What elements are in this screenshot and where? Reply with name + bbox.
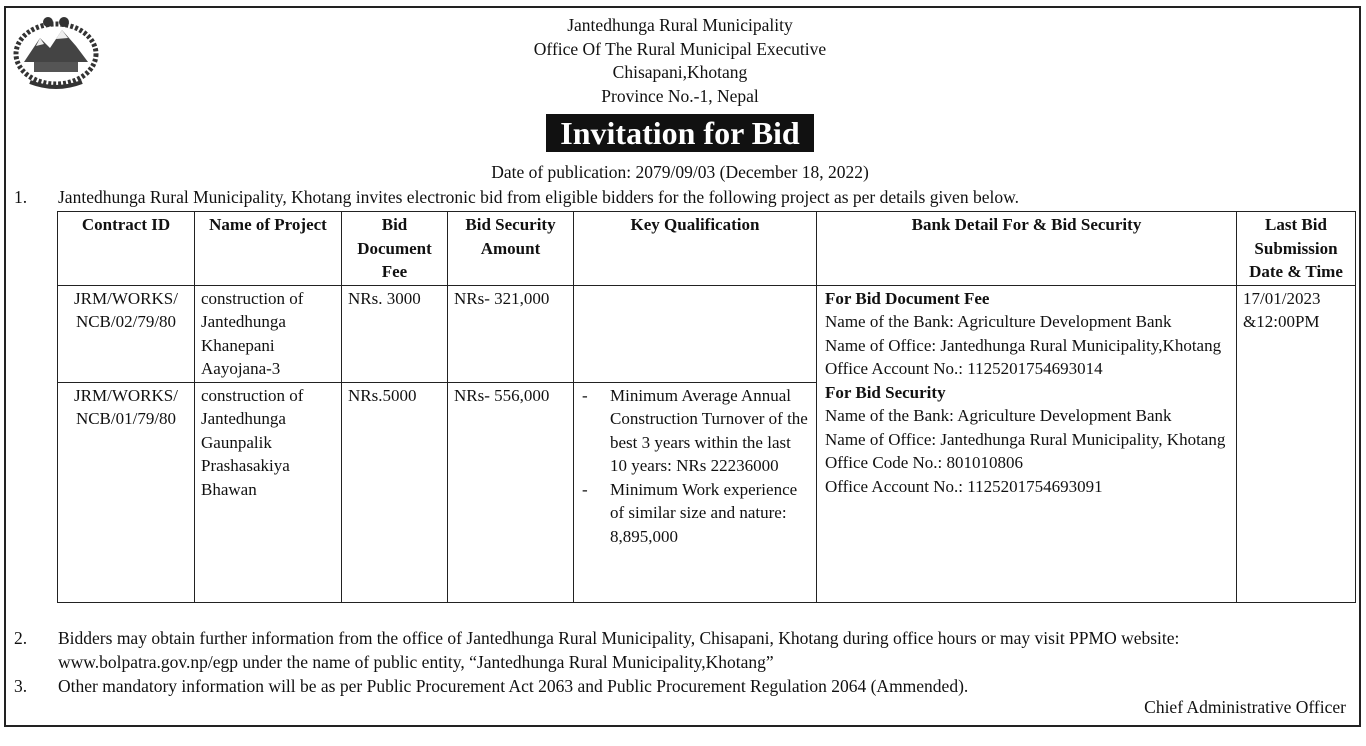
doc-fee-cell: NRs. 3000: [342, 285, 448, 382]
office-name: Office Of The Rural Municipal Executive: [533, 38, 827, 59]
security-amount-cell: NRs- 321,000: [448, 285, 574, 382]
office-address: Chisapani,Khotang: [612, 62, 748, 82]
qualification-list: [580, 384, 810, 549]
publication-date: Date of publication: 2079/09/03 (December 18, 2022): [491, 162, 869, 182]
paragraph-text-continued: www.bolpatra.gov.np/egp under the name of public entity, “Jantedhunga Rural Municipality,Khotang”: [58, 652, 774, 672]
security-account: Office Account No.: 1125201754693091: [825, 476, 1103, 496]
paragraph-number: 3.: [14, 676, 28, 696]
table-row: [58, 285, 1356, 382]
header-bank-detail: Bank Detail For & Bid Security: [817, 212, 1237, 286]
qualification-cell: [574, 382, 817, 602]
contract-id-cell: JRM/WORKS/ NCB/02/79/80: [58, 285, 195, 382]
project-name-cell: construction of Jantedhunga Khanepani Aayojana-3: [195, 285, 342, 382]
paragraph-number: 2.: [14, 628, 28, 648]
list-item: - Minimum Work experience of similar size and nature: 8,895,000: [580, 478, 810, 549]
header-deadline: Last Bid Submission Date & Time: [1237, 212, 1356, 286]
contract-id-cell: JRM/WORKS/ NCB/01/79/80: [58, 382, 195, 602]
fee-account: Office Account No.: 1125201754693014: [825, 359, 1103, 378]
paragraph-text: Bidders may obtain further information from the office of Jantedhunga Rural Municipality, Chisapani, Khotang during office hours or may visit PPMO website:: [58, 628, 1180, 648]
paragraph-number: 1.: [14, 187, 28, 207]
table-header-row: [58, 212, 1356, 286]
header-contract-id: Contract ID: [58, 212, 195, 286]
bank-detail-cell: [817, 285, 1237, 602]
fee-bank: Name of the Bank: Agriculture Development Bank: [825, 312, 1172, 331]
municipality-name: Jantedhunga Rural Municipality: [567, 15, 793, 35]
signatory-title: Chief Administrative Officer: [1144, 697, 1346, 717]
security-amount-cell: NRs- 556,000: [448, 382, 574, 602]
fee-office: Name of Office: Jantedhunga Rural Municipality,Khotang: [825, 335, 1222, 355]
security-office: Name of Office: Jantedhunga Rural Municipality, Khotang: [825, 429, 1226, 449]
header-doc-fee: Bid Document Fee: [342, 212, 448, 286]
list-item: - Minimum Average Annual Construction Turnover of the best 3 years within the last 10 years: NRs 22236000: [580, 384, 810, 478]
security-code: Office Code No.: 801010806: [825, 453, 1023, 472]
qualification-cell: [574, 285, 817, 382]
project-name-cell: construction of Jantedhunga Gaunpalik Prashasakiya Bhawan: [195, 382, 342, 602]
security-heading: For Bid Security: [825, 382, 946, 402]
province-name: Province No.-1, Nepal: [601, 85, 759, 106]
office-header: [0, 14, 1360, 108]
header-security-amount: Bid Security Amount: [448, 212, 574, 286]
doc-fee-cell: NRs.5000: [342, 382, 448, 602]
header-qualification: Key Qualification: [574, 212, 817, 286]
paragraph-text: Jantedhunga Rural Municipality, Khotang invites electronic bid from eligible bidders for the following project as per details given below.: [58, 187, 1019, 207]
page-title: Invitation for Bid: [546, 114, 813, 152]
security-bank: Name of the Bank: Agriculture Development Bank: [825, 406, 1172, 425]
bid-table: [57, 211, 1356, 603]
deadline-cell: 17/01/2023 &12:00PM: [1237, 285, 1356, 602]
fee-heading: For Bid Document Fee: [825, 288, 990, 308]
paragraph-text: Other mandatory information will be as per Public Procurement Act 2063 and Public Procurement Regulation 2064 (Ammended).: [58, 676, 969, 696]
header-project-name: Name of Project: [195, 212, 342, 286]
